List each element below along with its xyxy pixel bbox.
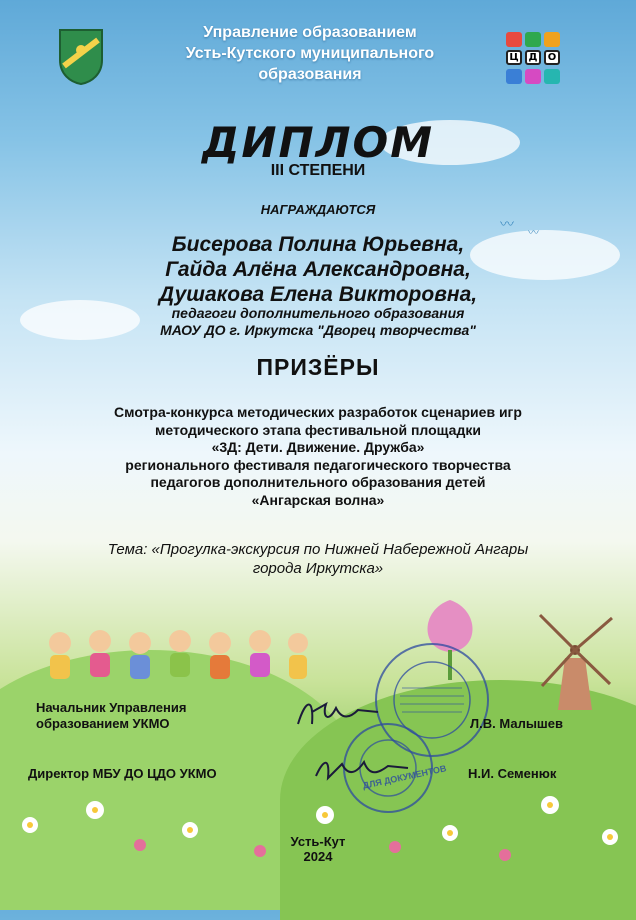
footer-city: Усть-Кут xyxy=(290,834,346,849)
director-title: Директор МБУ ДО ЦДО УКМО xyxy=(28,766,217,781)
cdo-logo-icon xyxy=(506,32,560,84)
stamp-text: ДЛЯ ДОКУМЕНТОВ xyxy=(361,763,448,791)
theme-text xyxy=(0,540,636,578)
bird-icon: 〰 xyxy=(500,216,514,232)
children-illustration xyxy=(40,625,310,695)
head-signatory-title xyxy=(36,700,186,732)
head-signatory-name: Л.В. Малышев xyxy=(470,716,563,731)
head-title-line: Начальник Управления xyxy=(36,700,187,715)
contest-line: «Ангарская волна» xyxy=(251,491,385,508)
head-signature xyxy=(292,694,382,734)
role-line: педагоги дополнительного образования xyxy=(171,305,465,321)
awardee-role xyxy=(0,305,636,339)
contest-line: Смотра-конкурса методических разработок сценариев игр xyxy=(114,404,522,420)
theme-line: Тема: «Прогулка-экскурсия по Нижней Набережной Ангары xyxy=(107,541,529,558)
logo-letter: О xyxy=(544,50,560,65)
header-title-line: Управление образованием xyxy=(203,24,417,41)
awarded-label: НАГРАЖДАЮТСЯ xyxy=(260,202,376,217)
windmill-icon xyxy=(520,600,630,710)
awardee-name: Гайда Алёна Александровна, xyxy=(165,258,471,281)
winners-label: ПРИЗЁРЫ xyxy=(256,354,380,380)
logo-letter: Д xyxy=(525,50,541,65)
logo-letter: Ц xyxy=(506,50,522,65)
awardee-names xyxy=(0,232,636,307)
role-line: МАОУ ДО г. Иркутска "Дворец творчества" xyxy=(160,322,476,338)
header-title xyxy=(140,22,480,85)
contest-line: методического этапа фестивальной площадки xyxy=(155,421,481,438)
header-title-line: образования xyxy=(258,66,362,83)
awardee-name: Душакова Елена Викторовна, xyxy=(158,283,478,306)
diploma-degree: III СТЕПЕНИ xyxy=(270,162,366,179)
bird-icon: 〰 xyxy=(528,227,539,239)
coat-of-arms-icon xyxy=(56,26,106,86)
theme-line: города Иркутска» xyxy=(252,560,384,577)
head-title-line: образованием УКМО xyxy=(36,716,170,731)
footer-year: 2024 xyxy=(303,849,333,864)
director-name: Н.И. Семенюк xyxy=(468,766,557,781)
contest-line: педагогов дополнительного образования детей xyxy=(150,474,486,490)
contest-line: «3Д: Дети. Движение. Дружба» xyxy=(211,439,425,455)
director-signature xyxy=(312,752,412,786)
awardee-name: Бисерова Полина Юрьевна, xyxy=(171,233,465,256)
diploma-title: ДИПЛОМ xyxy=(201,118,435,167)
contest-description xyxy=(0,404,636,509)
header-title-line: Усть-Кутского муниципального xyxy=(185,45,435,62)
contest-line: регионального фестиваля педагогического творчества xyxy=(125,456,511,473)
